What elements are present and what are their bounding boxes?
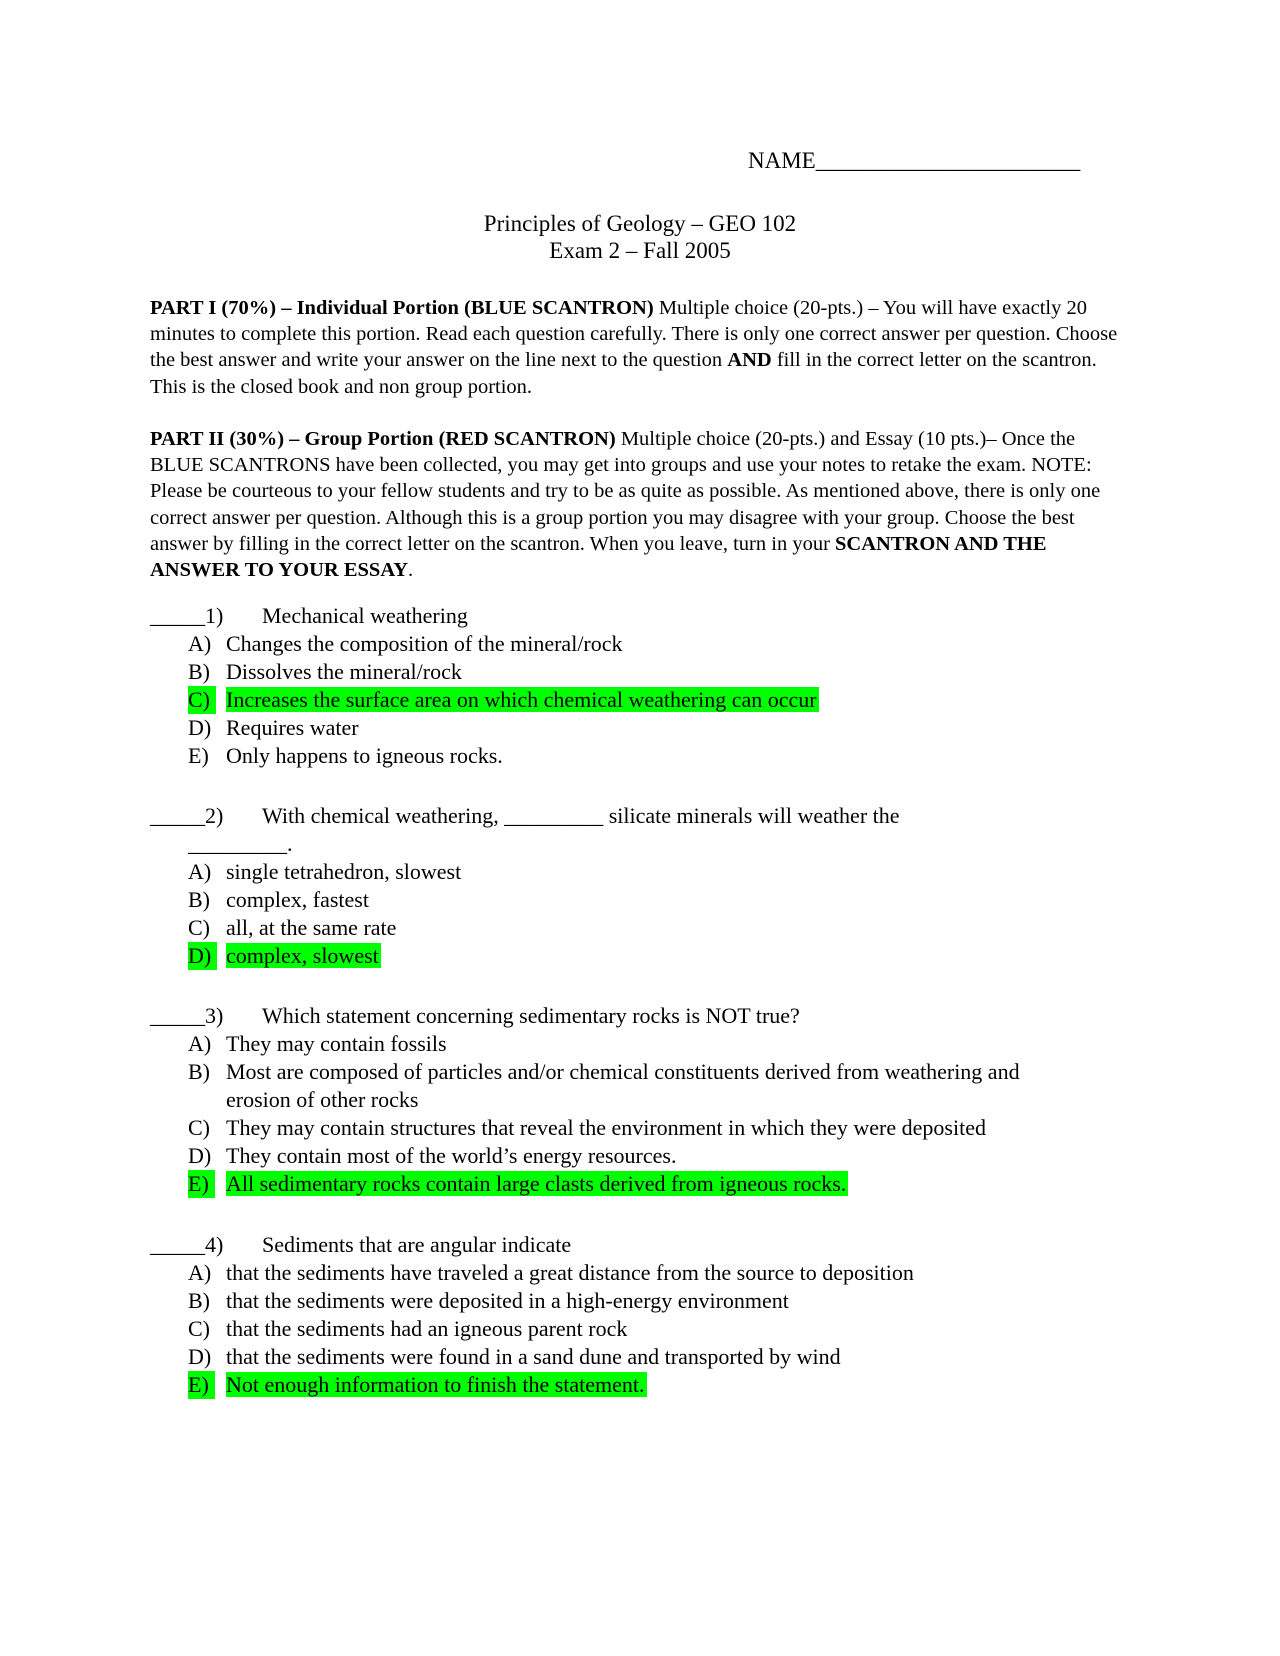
question-2	[150, 802, 1150, 970]
part-2-text-a: Multiple choice (20-pts.) and Essay (10 pts.)– Once the BLUE SCANTRONS have been collected, you may get into groups and use your notes to retake the exam. NOTE: Please be courteous to your fellow students and try to be as quite as possible. As mentioned above, there is only one correct answer per question. Although this is a group portion you may disagree with your group. Choose the best answer by filling in the correct letter on the scantron. When you leave, turn in your	[150, 428, 1101, 555]
question-text: Mechanical weathering	[262, 603, 468, 628]
option-text-answer: All sedimentary rocks contain large clasts derived from igneous rocks.	[226, 1171, 847, 1196]
name-field-label: NAME_______________________	[748, 148, 1081, 173]
question-1	[150, 602, 1150, 770]
part-2-heading: PART II (30%) – Group Portion (RED SCANTRON)	[150, 428, 616, 450]
option-text: that the sediments had an igneous parent rock	[226, 1316, 628, 1341]
option-letter: A)	[188, 1031, 212, 1056]
part-1-text-b: fill in the correct letter on the scantron. This is the closed book and non group portion.	[150, 349, 1097, 398]
option-letter: C)	[188, 915, 210, 940]
question-number: _____3)	[150, 1003, 224, 1028]
course-title: Principles of Geology – GEO 102	[483, 211, 797, 236]
question-text: With chemical weathering, _________ silicate minerals will weather the	[262, 803, 900, 828]
option-letter: B)	[188, 1059, 210, 1084]
part-2-instructions	[150, 426, 1130, 583]
option-letter: E)	[188, 743, 209, 768]
option-letter: B)	[188, 659, 210, 684]
part-1-instructions	[150, 295, 1130, 400]
option-text: They may contain structures that reveal the environment in which they were deposited	[226, 1115, 986, 1140]
option-text: Requires water	[226, 715, 359, 740]
option-text: that the sediments were deposited in a high-energy environment	[226, 1288, 789, 1313]
exam-title: Exam 2 – Fall 2005	[549, 238, 731, 263]
course-heading	[0, 210, 1280, 264]
question-text: Which statement concerning sedimentary rocks is NOT true?	[262, 1003, 800, 1028]
option-text: that the sediments have traveled a great distance from the source to deposition	[226, 1260, 914, 1285]
option-text: all, at the same rate	[226, 915, 397, 940]
option-text: Most are composed of particles and/or chemical constituents derived from weathering and erosion of other rocks	[226, 1059, 1020, 1112]
question-text-continued: _________.	[188, 831, 293, 856]
question-number: _____2)	[150, 803, 224, 828]
option-text-answer: Not enough information to finish the statement.	[226, 1372, 645, 1397]
option-letter-answer: D)	[188, 942, 217, 970]
option-text: complex, fastest	[226, 887, 369, 912]
option-text: Changes the composition of the mineral/rock	[226, 631, 623, 656]
part-1-text-a: Multiple choice (20-pts.) – You will have exactly 20 minutes to complete this portion. Read each question carefully. There is only one correct answer per question. Choose the best answer and write your answer on the line next to the question	[150, 297, 1118, 372]
option-letter: D)	[188, 1143, 212, 1168]
option-letter: A)	[188, 631, 212, 656]
option-text-answer: complex, slowest	[226, 943, 379, 968]
option-letter: C)	[188, 1115, 210, 1140]
question-3	[150, 1002, 1150, 1198]
option-letter-answer: E)	[188, 1371, 215, 1399]
part-2-text-b: .	[408, 559, 414, 582]
question-text: Sediments that are angular indicate	[262, 1232, 572, 1257]
option-text: single tetrahedron, slowest	[226, 859, 462, 884]
option-text: Dissolves the mineral/rock	[226, 659, 462, 684]
option-letter: B)	[188, 1288, 210, 1313]
option-letter: B)	[188, 887, 210, 912]
option-letter: A)	[188, 1260, 212, 1285]
option-letter-answer: C)	[188, 686, 216, 714]
question-4	[150, 1231, 1150, 1399]
option-text: Only happens to igneous rocks.	[226, 743, 503, 768]
option-letter-answer: E)	[188, 1170, 215, 1198]
option-text: that the sediments were found in a sand dune and transported by wind	[226, 1344, 841, 1369]
question-number: _____1)	[150, 603, 224, 628]
part-1-heading: PART I (70%) – Individual Portion (BLUE SCANTRON)	[150, 297, 654, 319]
option-text-answer: Increases the surface area on which chemical weathering can occur	[226, 687, 817, 712]
part-2-bold-end: SCANTRON AND THE ANSWER TO YOUR ESSAY	[150, 532, 1047, 582]
question-number: _____4)	[150, 1232, 224, 1257]
option-letter: D)	[188, 715, 212, 740]
option-letter: A)	[188, 859, 212, 884]
option-text: They may contain fossils	[226, 1031, 447, 1056]
option-text: They contain most of the world’s energy resources.	[226, 1143, 677, 1168]
part-1-and: AND	[727, 349, 772, 372]
option-letter: C)	[188, 1316, 210, 1341]
option-letter: D)	[188, 1344, 212, 1369]
